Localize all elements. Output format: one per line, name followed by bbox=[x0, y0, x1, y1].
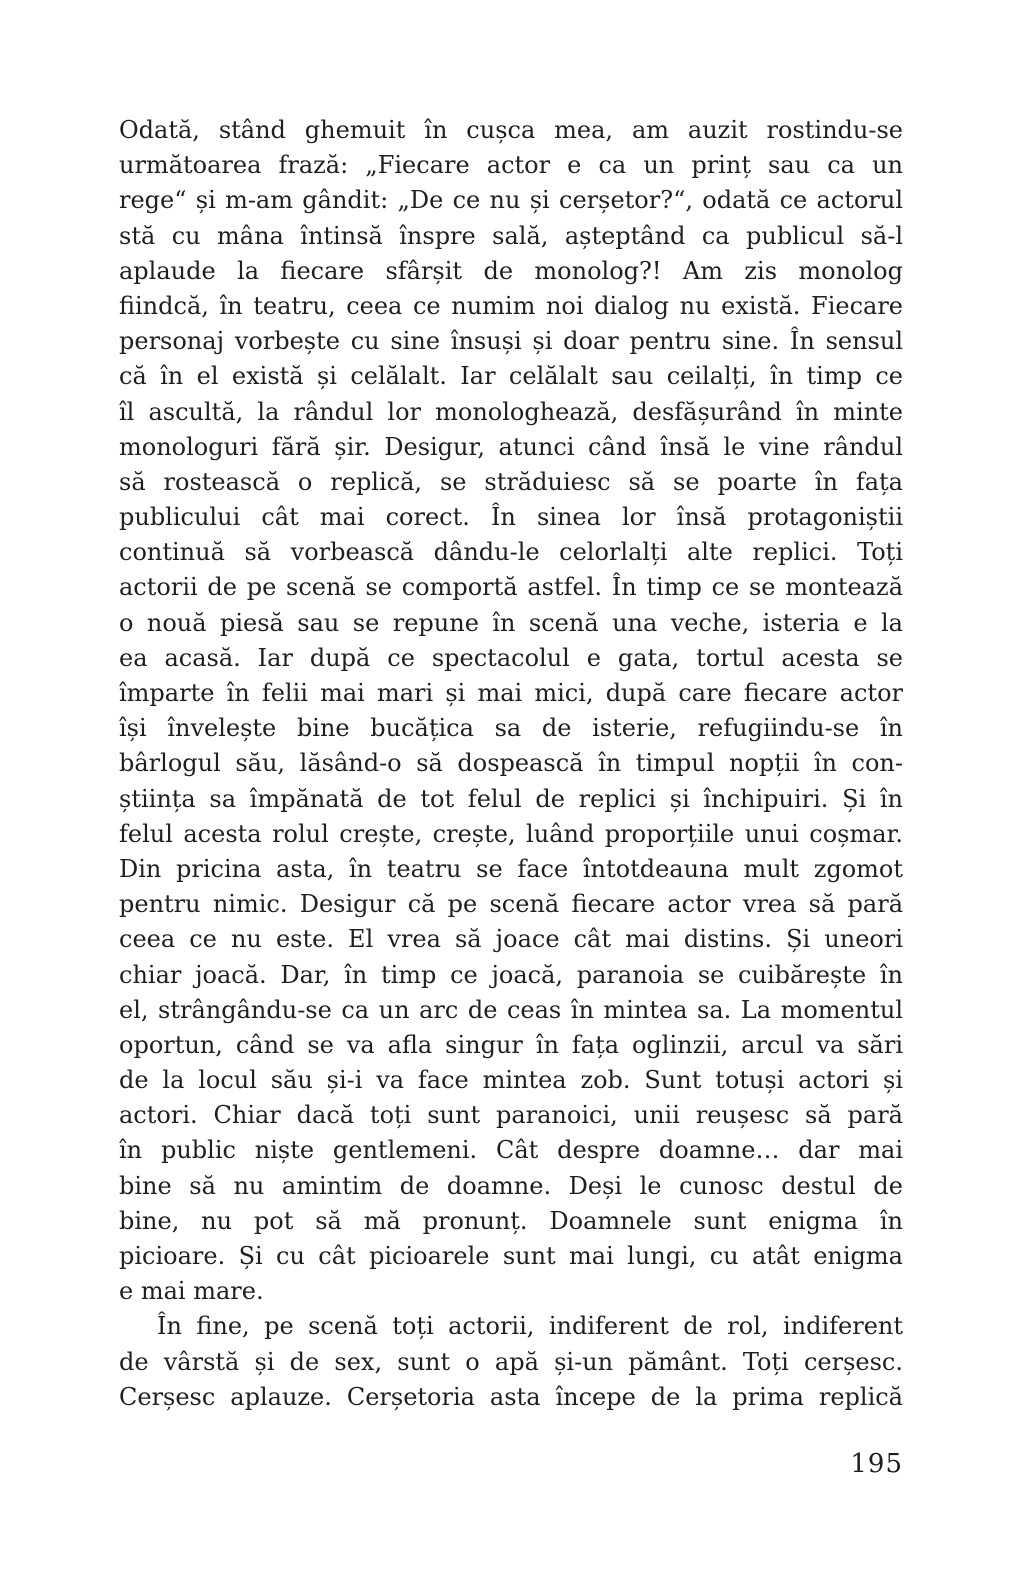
text-line: picioare. Și cu cât picioarele sunt mai lungi, cu atât enigma bbox=[119, 1242, 903, 1270]
text-line: bârlogul său, lăsând-o să dospească în timpul nopții în con- bbox=[119, 749, 903, 778]
text-line: că în el există și celălalt. Iar celălalt sau ceilalți, în timp ce bbox=[119, 362, 903, 391]
text-line: își învelește bine bucățica sa de isterie, refugiindu-se în bbox=[119, 714, 903, 743]
text-line: actori. Chiar dacă toți sunt paranoici, unii reușesc să pară bbox=[119, 1101, 903, 1130]
text-line: oportun, când se va afla singur în fața oglinzii, arcul va sări bbox=[119, 1030, 903, 1059]
text-line: e mai mare. bbox=[119, 1277, 264, 1306]
text-line: chiar joacă. Dar, în timp ce joacă, paranoia se cuibărește în bbox=[119, 960, 903, 989]
text-line: în public niște gentlemeni. Cât despre doamne… dar mai bbox=[119, 1136, 903, 1165]
text-line: aplaude la fiecare sfârșit de monolog?! Am zis monolog bbox=[119, 256, 903, 285]
text-line: împarte în felii mai mari și mai mici, după care fiecare actor bbox=[119, 679, 903, 707]
text-line: monologuri fără șir. Desigur, atunci când însă le vine rândul bbox=[119, 432, 903, 461]
text-line: Odată, stând ghemuit în cușca mea, am auzit rostindu-se bbox=[119, 116, 903, 144]
text-line: o nouă piesă sau se repune în scenă una veche, isteria e la bbox=[119, 608, 903, 637]
text-line: bine, nu pot să mă pronunț. Doamnele sunt enigma în bbox=[119, 1206, 903, 1235]
text-line: știința sa împănată de tot felul de replici și închipuiri. Și în bbox=[119, 784, 903, 813]
text-line: ea acasă. Iar după ce spectacolul e gata, tortul acesta se bbox=[119, 643, 903, 672]
text-line: de vârstă și de sex, sunt o apă și-un pământ. Toți cerșesc. bbox=[119, 1347, 903, 1376]
text-line: Cerșesc aplauze. Cerșetoria asta începe de la prima replică bbox=[119, 1382, 903, 1411]
text-line: rege“ și m-am gândit: „De ce nu și cerșetor?“, odată ce actorul bbox=[119, 186, 903, 215]
text-line: Din pricina asta, în teatru se face întotdeauna mult zgomot bbox=[119, 854, 903, 883]
body-text bbox=[119, 113, 903, 1415]
text-line: În fine, pe scenă toți actorii, indiferent de rol, indiferent bbox=[157, 1312, 903, 1341]
text-line: continuă să vorbească dându-le celorlalți alte replici. Toți bbox=[119, 538, 903, 567]
text-line: personaj vorbește cu sine însuși și doar pentru sine. În sensul bbox=[119, 327, 903, 356]
text-line: de la locul său și-i va face mintea zob. Sunt totuși actori și bbox=[119, 1066, 903, 1095]
text-line: următoarea frază: „Fiecare actor e ca un prinț sau ca un bbox=[119, 151, 903, 180]
text-line: fiindcă, în teatru, ceea ce numim noi dialog nu există. Fiecare bbox=[119, 291, 903, 320]
text-line: pentru nimic. Desigur că pe scenă fiecare actor vrea să pară bbox=[119, 890, 903, 919]
text-line: felul acesta rolul crește, crește, luând proporțiile unui coșmar. bbox=[119, 819, 903, 848]
text-line: ceea ce nu este. El vrea să joace cât mai distins. Și uneori bbox=[119, 925, 903, 954]
text-line: actorii de pe scenă se comportă astfel. În timp ce se montează bbox=[119, 573, 903, 602]
text-line: publicului cât mai corect. În sinea lor însă protagoniștii bbox=[119, 503, 903, 532]
text-line: îl ascultă, la rândul lor monologhează, desfășurând în minte bbox=[119, 397, 903, 426]
page-number: 195 bbox=[850, 1449, 903, 1479]
text-line: stă cu mâna întinsă înspre sală, așteptând ca publicul să-l bbox=[119, 221, 903, 250]
text-line: bine să nu amintim de doamne. Deși le cunosc destul de bbox=[119, 1171, 903, 1200]
text-line: el, strângându-se ca un arc de ceas în mintea sa. La momentul bbox=[119, 995, 903, 1024]
text-line: să rostească o replică, se străduiesc să se poarte în fața bbox=[119, 467, 903, 496]
